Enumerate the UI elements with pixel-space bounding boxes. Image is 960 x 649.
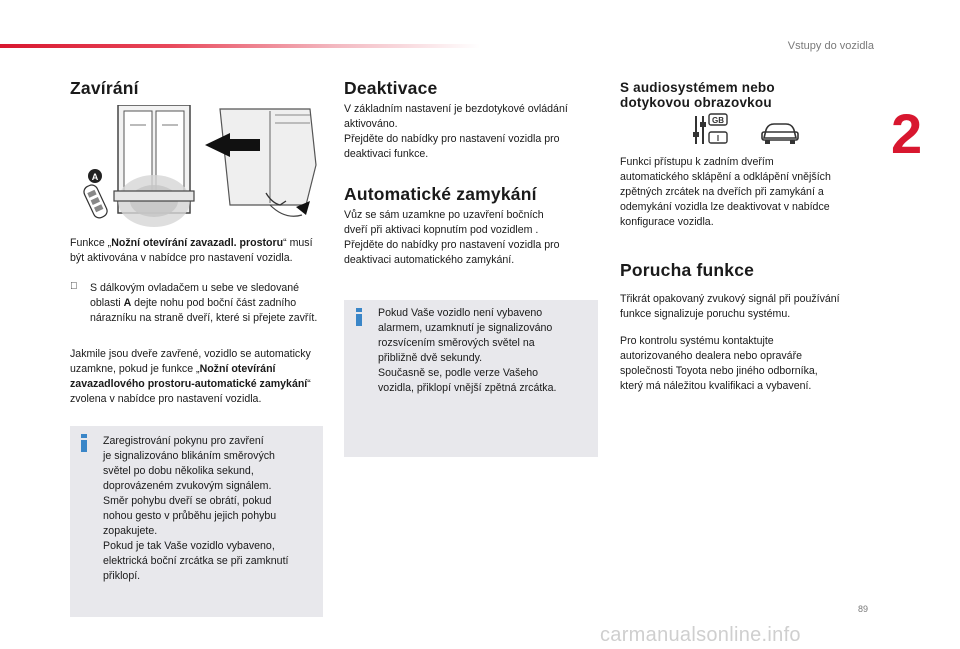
header-accent-bar bbox=[0, 44, 480, 48]
settings-sliders-icon bbox=[693, 114, 727, 144]
info-icon bbox=[356, 308, 362, 326]
autolock-function-name: Nožní otevírání zavazadlového prostoru-automatické zamykání bbox=[70, 363, 308, 390]
intro-paragraph: Funkce „Nožní otevírání zavazadl. prostoru“ musí být aktivována v nabídce pro nastavení vozidla. bbox=[70, 237, 313, 264]
heading-deaktivace: Deaktivace bbox=[344, 78, 438, 98]
access-deactivation-paragraph: Funkci přístupu k zadním dveřím automatického sklápění a odklápění vnějších zpětných zrcátek na dveřích při zamykání a odemykání vozidla lze deaktivovat v nabídce konfigurace vozidla. bbox=[620, 156, 831, 228]
function-name: Nožní otevírání zavazadl. prostoru bbox=[111, 237, 284, 249]
settings-icons bbox=[692, 112, 802, 148]
instruction-bullet bbox=[70, 281, 326, 326]
heading-audio-touchscreen: S audiosystémem nebo dotykovou obrazovkou bbox=[620, 80, 775, 110]
autolock-paragraph: Jakmile jsou dveře zavřené, vozidlo se automaticky uzamkne, pokud je funkce „Nožní otevírání zavazadlového prostoru-automatické zamykání“ zvolena v nabídce pro nastavení vozidla. bbox=[70, 348, 311, 405]
car-icon bbox=[762, 124, 798, 144]
malfunction-paragraph: Třikrát opakovaný zvukový signál při používání funkce signalizuje poruchu systému. bbox=[620, 293, 840, 320]
heading-automaticke-zamykani: Automatické zamykání bbox=[344, 184, 537, 204]
heading-porucha-funkce: Porucha funkce bbox=[620, 260, 755, 280]
illustration-van-foot-gesture bbox=[70, 105, 324, 230]
deactivation-paragraph: V základním nastavení je bezdotykové ovládání aktivováno. Přejděte do nabídky pro nastavení vozidla pro deaktivaci funkce. bbox=[344, 103, 568, 160]
svg-text:GB: GB bbox=[712, 116, 724, 125]
section-title: Vstupy do vozidla bbox=[787, 40, 874, 52]
heading-zavirani: Zavírání bbox=[70, 78, 139, 98]
arrow-bullet-icon bbox=[70, 281, 90, 326]
van-rear-illustration bbox=[70, 105, 324, 230]
svg-text:I: I bbox=[716, 134, 720, 143]
chapter-number: 2 bbox=[891, 102, 923, 165]
bullet-text: S dálkovým ovladačem u sebe ve sledované oblasti A dejte nohu pod boční část zadního nárazníku na straně dveří, které si přejete zavřít. bbox=[90, 282, 318, 324]
info-text-closing: Zaregistrování pokynu pro zavření je signalizováno blikáním směrových světel po dobu několika sekund, doprovázeném zvukovým signálem. Směr pohybu dveří se obrátí, pokud nohou gesto v průběhu jejich pohybu zopakujete. Pokud je tak Vaše vozidlo vybaveno, elektrická boční zrcátka se při zamknutí přiklopí. bbox=[103, 435, 289, 582]
callout-a-label: A bbox=[91, 172, 99, 182]
contact-dealer-paragraph: Pro kontrolu systému kontaktujte autorizovaného dealera nebo opraváře společnosti Toyota nebo jiného odborníka, který má náležitou kvalifikaci a vybavení. bbox=[620, 335, 818, 392]
page-number: 89 bbox=[858, 604, 869, 614]
watermark-text: carmanualsonline.info bbox=[600, 624, 801, 646]
info-text-alarm: Pokud Vaše vozidlo není vybaveno alarmem, uzamknutí je signalizováno rozsvícením směrových světel na přibližně dvě sekundy. Současně se, podle verze Vašeho vozidla, přiklopí vnější zpětná zrcátka. bbox=[378, 307, 557, 394]
info-icon bbox=[81, 434, 87, 452]
autolock-info-paragraph: Vůz se sám uzamkne po uzavření bočních dveří při aktivaci kopnutím pod vozidlem . Přejděte do nabídky pro nastavení vozidla pro deaktivaci automatického zamykání. bbox=[344, 209, 560, 266]
